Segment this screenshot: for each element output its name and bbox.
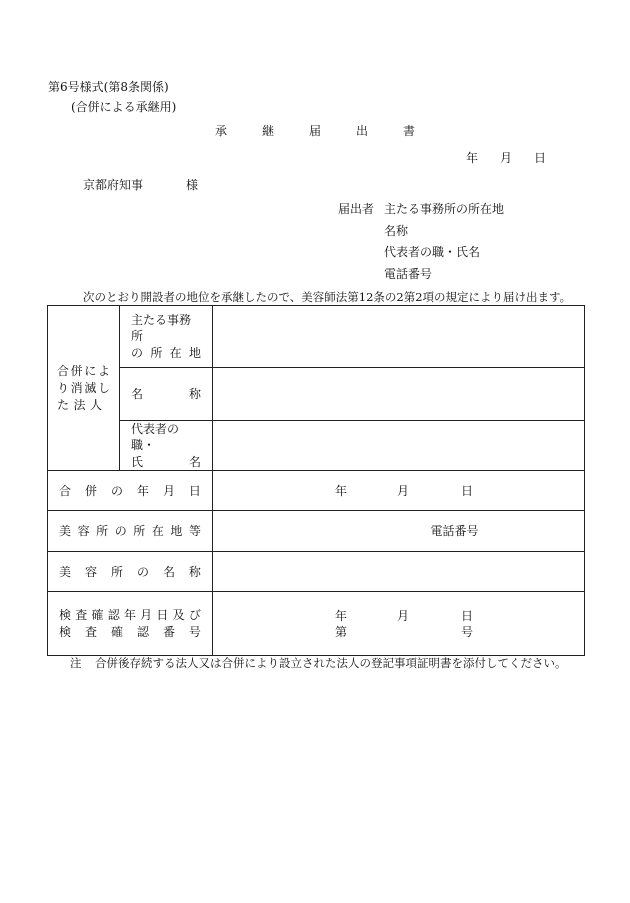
label-char: 番 (162, 625, 175, 639)
label-char: 人 (89, 398, 102, 412)
office-address-label-line2 (131, 345, 201, 361)
label-char: の (131, 346, 144, 360)
label-char: 及 (172, 608, 185, 622)
label-char: 美 (59, 564, 72, 579)
applicant-phone-field: 電話番号 (384, 267, 433, 281)
label-char: 消 (70, 381, 83, 395)
label-char: の (136, 564, 149, 579)
label-char: 名 (131, 387, 144, 401)
applicant-name-field: 名称 (384, 224, 409, 238)
label-char: 容 (77, 524, 90, 538)
label-char: 所 (150, 346, 163, 360)
office-address-label-line1: 主たる事務所 (131, 313, 192, 343)
applicant-address-field: 主たる事務所の所在地 (384, 202, 505, 216)
label-char: 地 (188, 346, 201, 360)
merged-corporation-label (48, 306, 120, 471)
label-char: 所 (96, 524, 109, 538)
label-char: 氏 (131, 455, 144, 469)
form-number: 第6号様式(第8条関係) (48, 80, 169, 94)
label-char: 日 (188, 483, 201, 498)
label-char: 認 (136, 625, 149, 639)
date-part: 日 (533, 151, 546, 165)
office-address-value[interactable] (213, 306, 585, 368)
number-part: 号 (461, 624, 474, 639)
label-char: 名 (162, 564, 175, 579)
merger-date-label (48, 471, 213, 511)
office-address-label (120, 306, 213, 368)
table-row (48, 471, 585, 511)
inspection-value[interactable] (213, 592, 585, 656)
label-char: の (110, 483, 123, 498)
label-char: に (84, 364, 97, 378)
label-char: 月 (162, 483, 175, 498)
title-char: 書 (402, 124, 415, 138)
label-char: 美 (59, 524, 72, 538)
table-row (48, 421, 585, 471)
date-part: 月 (397, 483, 410, 498)
note-text: 合併後存続する法人又は合併により設立された法人の登記事項証明書を添付してください。 (95, 656, 567, 670)
label-char: 在 (151, 524, 164, 538)
label-char: 確 (91, 608, 104, 622)
label-char: 所 (110, 564, 123, 579)
table-row (48, 592, 585, 656)
label-char: り (57, 381, 70, 395)
label-char: 名 (188, 455, 201, 469)
label-char: よ (97, 364, 110, 378)
label-char: び (188, 608, 201, 622)
number-part: 第 (335, 624, 348, 639)
label-char: 月 (140, 608, 153, 622)
submission-date (466, 151, 546, 165)
label-char: 年 (123, 608, 136, 622)
corporation-name-value[interactable] (213, 368, 585, 421)
addressee-honorific: 様 (186, 178, 199, 192)
applicant-label: 届出者 (338, 202, 375, 216)
representative-label: 代表者の職・ 氏 名 (120, 421, 213, 471)
label-char: 併 (84, 483, 97, 498)
table-row (48, 552, 585, 592)
label-char: 合 (57, 364, 70, 378)
inspection-label (48, 592, 213, 656)
group-label-line (57, 363, 110, 379)
table-row (48, 306, 585, 368)
phone-label: 電話番号 (430, 524, 479, 538)
date-part: 年 (466, 151, 479, 165)
salon-address-label (48, 511, 213, 552)
label-char: 号 (188, 625, 201, 639)
title-char: 承 (215, 124, 228, 138)
label-char: し (97, 381, 110, 395)
label-char: 査 (84, 625, 97, 639)
salon-name-label (48, 552, 213, 592)
statement-text: 次のとおり開設者の地位を承継したので、美容師法第12条の2第2項の規定により届け出ます。 (83, 290, 572, 304)
label-char: 日 (156, 608, 169, 622)
label-char: 併 (70, 364, 83, 378)
label-char: 地 (170, 524, 183, 538)
applicant-representative-field: 代表者の職・氏名 (384, 245, 481, 259)
label-char: 認 (107, 608, 120, 622)
note-prefix: 注 (70, 656, 82, 670)
document-title (215, 124, 415, 138)
date-part: 日 (461, 483, 474, 498)
table-row (48, 511, 585, 552)
label-char: 法 (73, 398, 86, 412)
group-label-line (57, 380, 110, 396)
label-char: 称 (188, 564, 201, 579)
addressee-name: 京都府知事 (83, 178, 144, 192)
label-char: 検 (59, 625, 72, 639)
label-char: 確 (110, 625, 123, 639)
form-table (47, 305, 585, 656)
label-char: 容 (84, 564, 97, 579)
title-char: 出 (355, 124, 368, 138)
label-char: の (114, 524, 127, 538)
merger-date-value[interactable] (213, 471, 585, 511)
label-char: 等 (188, 524, 201, 538)
date-part: 日 (461, 608, 474, 623)
date-part: 年 (335, 483, 348, 498)
date-part: 月 (397, 608, 410, 623)
corporation-name-label (120, 368, 213, 421)
label-char: 所 (133, 524, 146, 538)
salon-address-value[interactable] (213, 511, 585, 552)
group-label-line (57, 397, 110, 413)
label-char: 称 (188, 387, 201, 401)
table-row (48, 368, 585, 421)
label-char: 年 (136, 483, 149, 498)
label-char: た (57, 398, 70, 412)
representative-value[interactable] (213, 421, 585, 471)
form-subtitle: (合併による承継用) (71, 100, 177, 114)
label-char: 検 (59, 608, 72, 622)
date-part: 年 (335, 608, 348, 623)
salon-name-value[interactable] (213, 552, 585, 592)
label-char: 合 (59, 483, 72, 498)
label-char: 査 (75, 608, 88, 622)
title-char: 継 (261, 124, 274, 138)
label-char: 在 (169, 346, 182, 360)
title-char: 届 (308, 124, 321, 138)
label-char: 滅 (84, 381, 97, 395)
date-part: 月 (499, 151, 512, 165)
